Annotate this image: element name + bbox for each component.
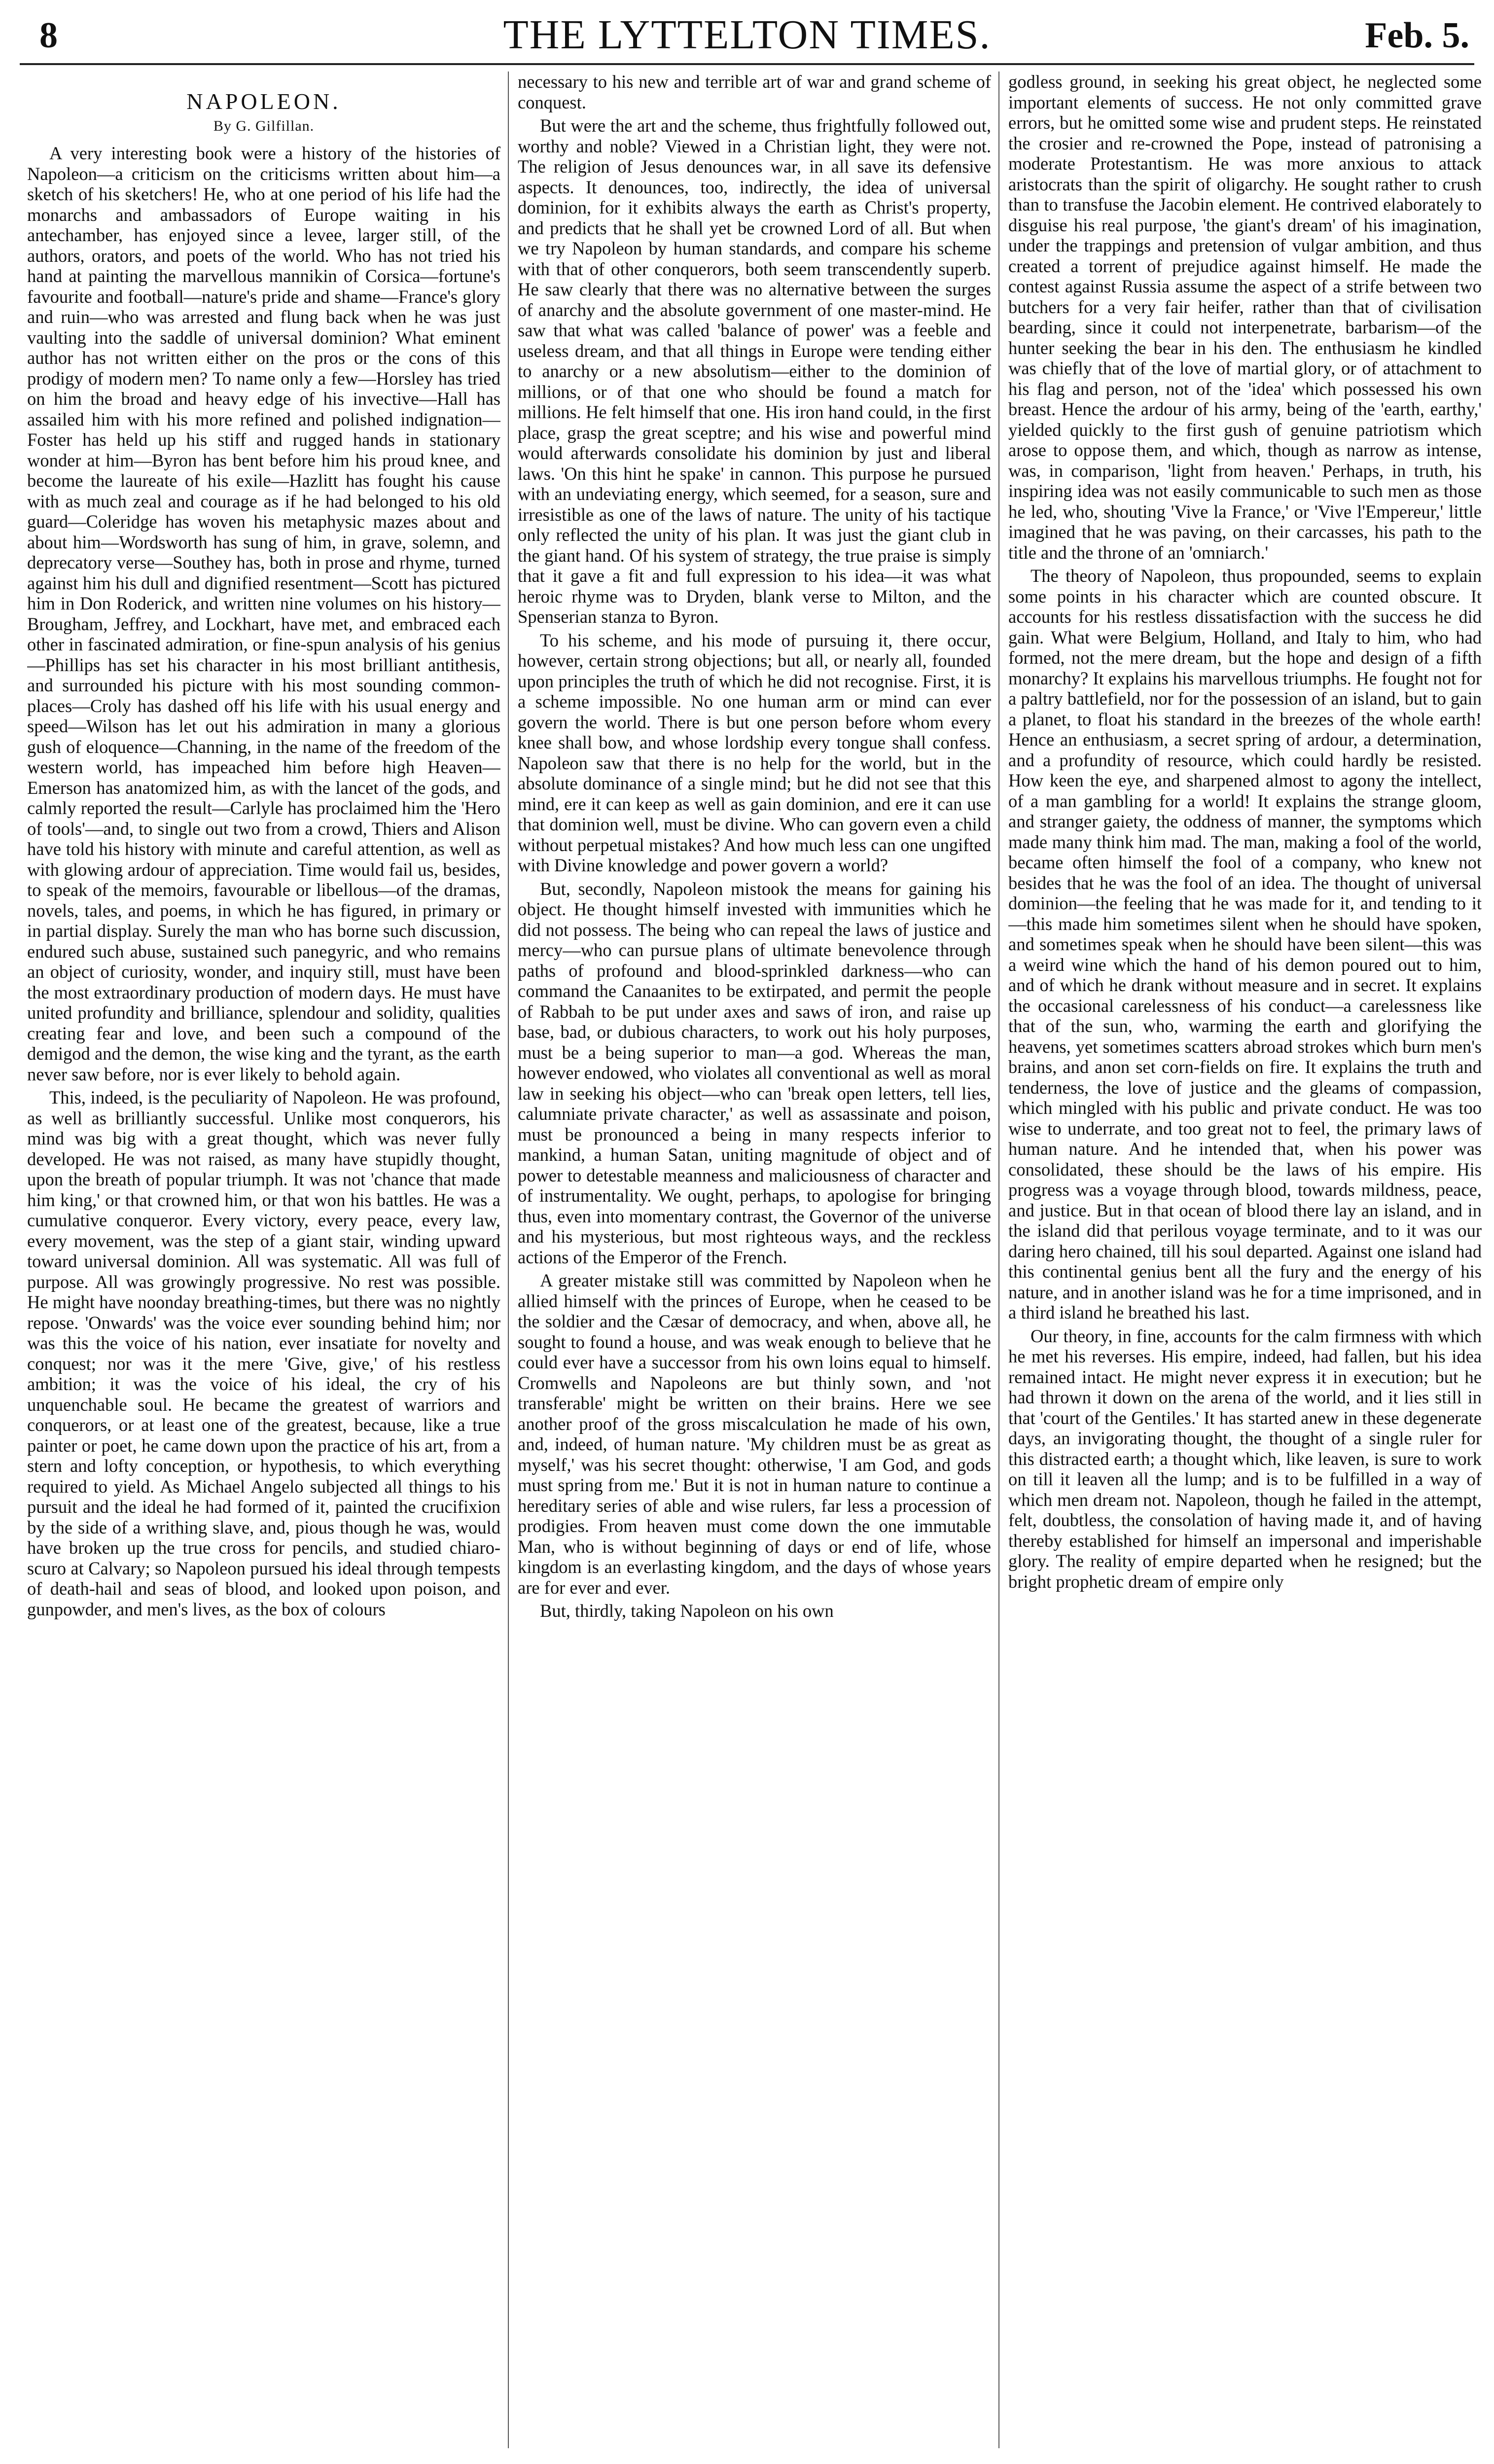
issue-date: Feb. 5. — [1365, 15, 1469, 56]
paragraph: godless ground, in seeking his great object, he neglected some important elements of success. He not only committed grave errors, but he omitted some wise and prudent steps. He reinstated the crosier and re-crowned the Pope, instead of patronising a moderate Protestantism. He was more anxious to attack aristocrats than the spirit of oligarchy. He sought rather to crush than to transfuse the Jacobin element. He contrived elaborately to disguise his real purpose, 'the giant's dream' of his imagination, under the trappings and pretension of vulgar ambition, and thus created a torrent of prejudice against himself. He made the contest against Russia assume the aspect of a strife between two butchers for a very fair heifer, rather than that of civilisation bearding, since it could not interpenetrate, barbarism—of the hunter seeking the bear in his den. The enthusiasm he kindled was chiefly that of the love of martial glory, or of attachment to his flag and person, not of the 'idea' which possessed his own breast. Hence the ardour of his army, being of the 'earth, earthy,' yielded quickly to the first gush of genuine patriotism which arose to oppose them, and which, though as narrow as intense, was, in comparison, 'light from heaven.' Perhaps, in truth, his inspiring idea was not easily communicable to such men as those he led, who, shouting 'Vive la France,' or 'Vive l'Empereur,' little imagined that he was paving, on their carcasses, his path to the title and the throne of an 'omniarch.' — [1008, 71, 1482, 563]
paragraph: A very interesting book were a history of the histories of Napoleon—a criticism on the criticisms written about him—a sketch of his sketchers! He, who at one period of his life had the monarchs and ambassadors of Europe waiting in his antechamber, has enjoyed since a levee, larger still, of the authors, orators, and poets of the world. Who has not tried his hand at painting the marvellous mannikin of Corsica—fortune's favourite and football—nature's pride and shame—France's glory and ruin—who was arrested and flung back when he was just vaulting into the saddle of universal dominion? What eminent author has not written either on the pros or the cons of this prodigy of modern men? To name only a few—Horsley has tried on him the broad and heavy edge of his invective—Hall has assailed him with his more refined and polished indignation—Foster has held up his stiff and rugged hands in stationary wonder at him—Byron has bent before him his proud knee, and become the laureate of his exile—Hazlitt has fought his cause with as much zeal and courage as if he had belonged to his old guard—Coleridge has woven his metaphysic mazes about and about him—Wordsworth has sung of him, in grave, solemn, and deprecatory verse—Southey has, both in prose and rhyme, turned against him his dull and dignified resentment—Scott has pictured him in Don Roderick, and written nine volumes on his history—Brougham, Jeffrey, and Lockhart, have met, and embraced each other in fascinated admiration, or fine-spun analysis of his genius—Phillips has set his character in his most brilliant antithesis, and surrounded his picture with his most sounding common-places—Croly has dashed off his life with his usual energy and speed—Wilson has let out his admiration in many a glorious gush of eloquence—Channing, in the name of the freedom of the western world, has impeached him before high Heaven—Emerson has anatomized him, as with the lancet of the gods, and calmly reported the result—Carlyle has proclaimed him the 'Hero of tools'—and, to single out two from a crowd, Thiers and Alison have told his history with minute and careful attention, as well as with glowing ardour of appreciation. Time would fail us, besides, to speak of the memoirs, favourable or libellous—of the dramas, novels, tales, and poems, in which he has figured, in primary or in partial display. Surely the man who has borne such discussion, endured such abuse, sustained such panegyric, and who remains an object of curiosity, wonder, and inquiry still, must have been the most extraordinary production of modern days. He must have united profundity and brilliance, splendour and solidity, qualities creating fear and love, and been such a compound of the demigod and the demon, the wise king and the tyrant, as the earth never saw before, nor is ever likely to behold again. — [27, 143, 500, 1084]
column-3 — [1008, 71, 1482, 2448]
column-1 — [27, 71, 500, 2448]
masthead — [20, 9, 1474, 65]
paragraph: This, indeed, is the peculiarity of Napoleon. He was profound, as well as brilliantly successful. Unlike most conquerors, his mind was big with a great thought, which was never fully developed. He was not raised, as many have stupidly thought, upon the breath of popular triumph. It was not 'chance that made him king,' or that crowned him, or that won his battles. He was a cumulative conqueror. Every victory, every peace, every law, every movement, was the step of a giant stair, winding upward toward universal dominion. All was systematic. All was full of purpose. All was growingly progressive. No rest was possible. He might have noonday breathing-times, but there was no nightly repose. 'Onwards' was the voice ever sounding behind him; nor was this the voice of his nation, ever insatiate for novelty and conquest; nor was it the mere 'Give, give,' of his restless ambition; it was the voice of his ideal, the cry of his unquenchable soul. He became the greatest of warriors and conquerors, or at least one of the greatest, because, like a true painter or poet, he came down upon the practice of his art, from a stern and lofty conception, or hypothesis, to which everything required to yield. As Michael Angelo subjected all things to his pursuit and the ideal he had formed of it, painted the crucifixion by the side of a writhing slave, and, pious though he was, would have broken up the true cross for pencils, and studied chiaro-scuro at Calvary; so Napoleon pursued his ideal through tempests of death-hail and seas of blood, and looked upon poison, and gunpowder, and men's lives, as the box of colours — [27, 1087, 500, 1619]
paragraph: Our theory, in fine, accounts for the calm firmness with which he met his reverses. His empire, indeed, had fallen, but his idea remained intact. He might never express it in execution; but he had thrown it down on the arena of the world, and it lies still in that 'court of the Gentiles.' It has started anew in these degenerate days, an invigorating thought, the thought of a single ruler for this distracted earth; a thought which, like leaven, is sure to work on till it leaven all the lump; and is to be fulfilled in a way of which men dream not. Napoleon, though he failed in the attempt, felt, doubtless, the consolation of having made it, and of having thereby established for himself an impersonal and imperishable glory. The reality of empire departed when he resigned; but the bright prophetic dream of empire only — [1008, 1325, 1482, 1592]
paragraph: A greater mistake still was committed by Napoleon when he allied himself with the princes of Europe, when he ceased to be the soldier and the Cæsar of democracy, and when, above all, he sought to found a house, and was weak enough to believe that he could ever have a successor from his own loins equal to himself. Cromwells and Napoleons are but thinly sown, and 'not transferable' might be written on their brains. Here we see another proof of the gross miscalculation he made of his own, and, indeed, of human nature. 'My children must be as great as myself,' was his secret thought: otherwise, 'I am God, and gods must spring from me.' But it is not in human nature to continue a hereditary series of able and wise rulers, far less a procession of prodigies. From heaven must come down the one immutable Man, who is without beginning of days or end of life, whose kingdom is an everlasting kingdom, and the days of whose years are for ever and ever. — [518, 1270, 991, 1598]
paragraph: But, thirdly, taking Napoleon on his own — [540, 1601, 834, 1621]
article-byline: By G. Gilfillan. — [213, 117, 315, 134]
paragraph: necessary to his new and terrible art of war and grand scheme of conquest. — [518, 71, 991, 112]
paragraph: The theory of Napoleon, thus propounded, seems to explain some points in his character which are counted obscure. It accounts for his restless dissatisfaction with the success he did gain. What were Belgium, Holland, and Italy to him, who had formed, not the mere dream, but the hope and design of a fifth monarchy? It explains his marvellous triumphs. He fought not for a paltry battlefield, nor for the possession of an island, but to gain a planet, to float his standard in the breezes of the whole earth! Hence an enthusiasm, a secret spring of ardour, a determination, and a profundity of resource, which could hardly be resisted. How keen the eye, and sharpened almost to agony the intellect, of a man gambling for a world! It explains the strange gloom, and stranger gaiety, the oddness of manner, the symptoms which made many think him mad. The man, making a fool of the world, became often himself the fool of a company, who knew not besides that he was the fool of an idea. The thought of universal dominion—the feeling that he was made for it, and tending to it—this made him sometimes silent when he should have spoken, and sometimes speak when he should have been silent—this was a weird wine which the hand of his demon poured out to him, and of which he drank without measure and in secret. It explains the occasional carelessness of his conduct—a carelessness like that of the sun, who, warming the earth and glorifying the heavens, yet sometimes scatters abroad strokes which burn men's brains, and anon set corn-fields on fire. It explains the truth and tenderness, the love of justice and the gleams of compassion, which mingled with his public and private conduct. He was too wise to underrate, and too great not to feel, the primary laws of human nature. And he intended that, when his power was consolidated, these should be the laws of his empire. His progress was a voyage through blood, towards mildness, peace, and justice. But in that ocean of blood there lay an island, and in the island did that perilous voyage terminate, and to it was our daring hero chained, till his soul departed. Against one island had this continental genius bent all the fury and the energy of his nature, and in another island was he for a time imprisoned, and in a third island he breathed his last. — [1008, 566, 1482, 1322]
paragraph: But, secondly, Napoleon mistook the means for gaining his object. He thought himself invested with immunities which he did not possess. The being who can repeal the laws of justice and mercy—who can pursue plans of ultimate benevolence through paths of profound and blood-sprinkled darkness—who can command the Canaanites to be extirpated, and permit the people of Rabbah to be put under axes and saws of iron, and raise up base, bad, or dubious characters, to work out his holy purposes, must be a being superior to man—a god. Whereas the man, however endowed, who violates all conventional as well as moral law in seeking his object—who can 'break open letters, tell lies, calumniate private character,' as well as assassinate and poison, must be pronounced a being in many respects inferior to mankind, a human Satan, uniting magnitude of object and of power to detestable meanness and maliciousness of character and of instrumentality. We ought, perhaps, to apologise for bringing thus, even into momentary contrast, the Governor of the universe and his mysterious, but most righteous ways, and the reckless actions of the Emperor of the French. — [518, 878, 991, 1267]
paper-title: THE LYTTELTON TIMES. — [503, 12, 991, 58]
column-divider — [508, 71, 509, 2448]
column-divider — [998, 71, 999, 2448]
column-2 — [518, 71, 991, 2448]
page-number: 8 — [39, 15, 58, 56]
article-title: NAPOLEON. — [186, 89, 341, 114]
paragraph: But were the art and the scheme, thus frightfully followed out, worthy and noble? Viewed in a Christian light, they were not. The religion of Jesus denounces war, in all save its defensive aspects. It denounces, too, indirectly, the idea of universal dominion, for it exhibits always the earth as Christ's property, and predicts that he shall yet be crowned Lord of all. But when we try Napoleon by human standards, and compare his scheme with that of other conquerors, both seem transcendently superb. He saw clearly that there was no alternative between the surges of anarchy and the absolute government of one master-mind. He saw that what was called 'balance of power' was a feeble and useless dream, and that all things in Europe were tending either to anarchy or a new absolutism—either to the dominion of millions, or of that one who should be found a match for millions. He felt himself that one. His iron hand could, in the first place, grasp the great sceptre; and his wise and powerful mind would afterwards consolidate his dominion by just and liberal laws. 'On this hint he spake' in cannon. This purpose he pursued with an undeviating energy, which seemed, for a season, sure and irresistible as one of the laws of nature. The unity of his tactique only reflected the unity of his plan. It was just the giant club in the giant hand. Of his system of strategy, the true praise is simply that it gave a fit and full expression to his idea—it was what heroic rhyme was to Dryden, blank verse to Milton, and the Spenserian stanza to Byron. — [518, 115, 991, 627]
paragraph: To his scheme, and his mode of pursuing it, there occur, however, certain strong objections; but all, or nearly all, founded upon principles the truth of which he did not recognise. First, it is a scheme impossible. No one human arm or mind can ever govern the world. There is but one person before whom every knee shall bow, and whose lordship every tongue shall confess. Napoleon saw that there is no help for the world, but in the absolute dominance of a single mind; but he did not see that this mind, ere it can keep as well as gain dominion, and ere it can use that dominion well, must be divine. Who can govern even a child without perpetual mistakes? And how much less can one ungifted with Divine knowledge and power govern a world? — [518, 630, 991, 875]
